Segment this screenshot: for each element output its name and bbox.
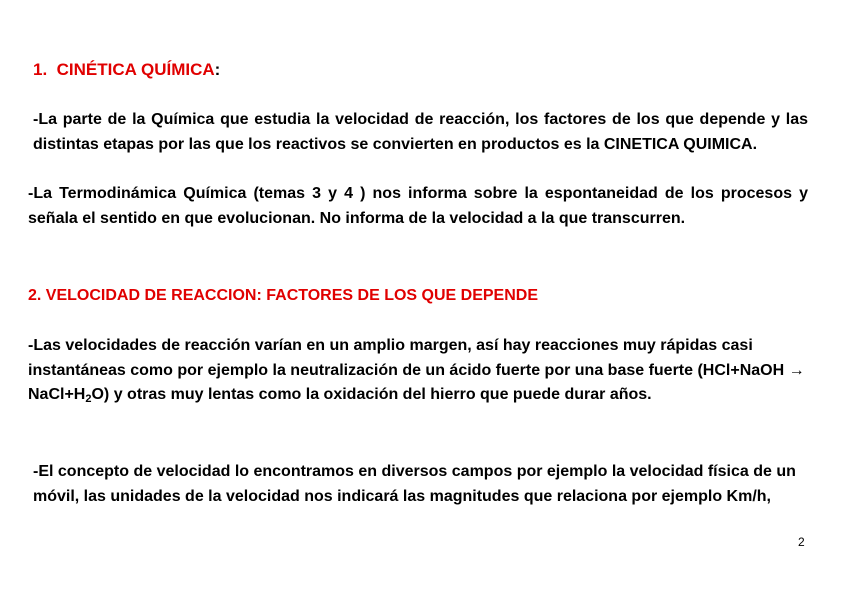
p3-products: NaCl+H — [28, 386, 86, 403]
section-1-number: 1. — [33, 60, 48, 79]
paragraph-thermodynamics: -La Termodinámica Química (temas 3 y 4 ) nos informa sobre la espontaneidad de los procesos y señala el sentido en que evolucionan. No informa de la velocidad a la que transcurren. — [28, 185, 808, 227]
p3-text-before: -Las velocidades de reacción varían en un amplio margen, así hay reacciones muy rápidas casi instantáneas como por ejemplo la neutralización de un ácido fuerte por una base fuerte (HCl+NaOH — [28, 337, 789, 379]
paragraph-reaction-speeds — [28, 334, 818, 408]
section-1-heading — [33, 58, 220, 83]
p3-subscript: 2 — [85, 393, 92, 405]
section-1-colon: : — [214, 60, 221, 79]
section-1-title: CINÉTICA QUÍMICA — [56, 60, 215, 79]
p3-text-after: O) y otras muy lentas como la oxidación del hierro que puede durar años. — [91, 386, 652, 403]
reaction-arrow: → — [788, 361, 805, 379]
page-number: 2 — [798, 535, 805, 549]
paragraph-definition: -La parte de la Química que estudia la velocidad de reacción, los factores de los que depende y las distintas etapas por las que los reactivos se convierten en productos es la CINETICA QUIMICA. — [33, 111, 808, 153]
paragraph-velocity-concept: -El concepto de velocidad lo encontramos en diversos campos por ejemplo la velocidad física de un móvil, las unidades de la velocidad nos indicará las magnitudes que relaciona por ejemplo Km/h, — [33, 463, 796, 505]
section-2-heading: 2. VELOCIDAD DE REACCION: FACTORES DE LOS QUE DEPENDE — [28, 287, 538, 304]
